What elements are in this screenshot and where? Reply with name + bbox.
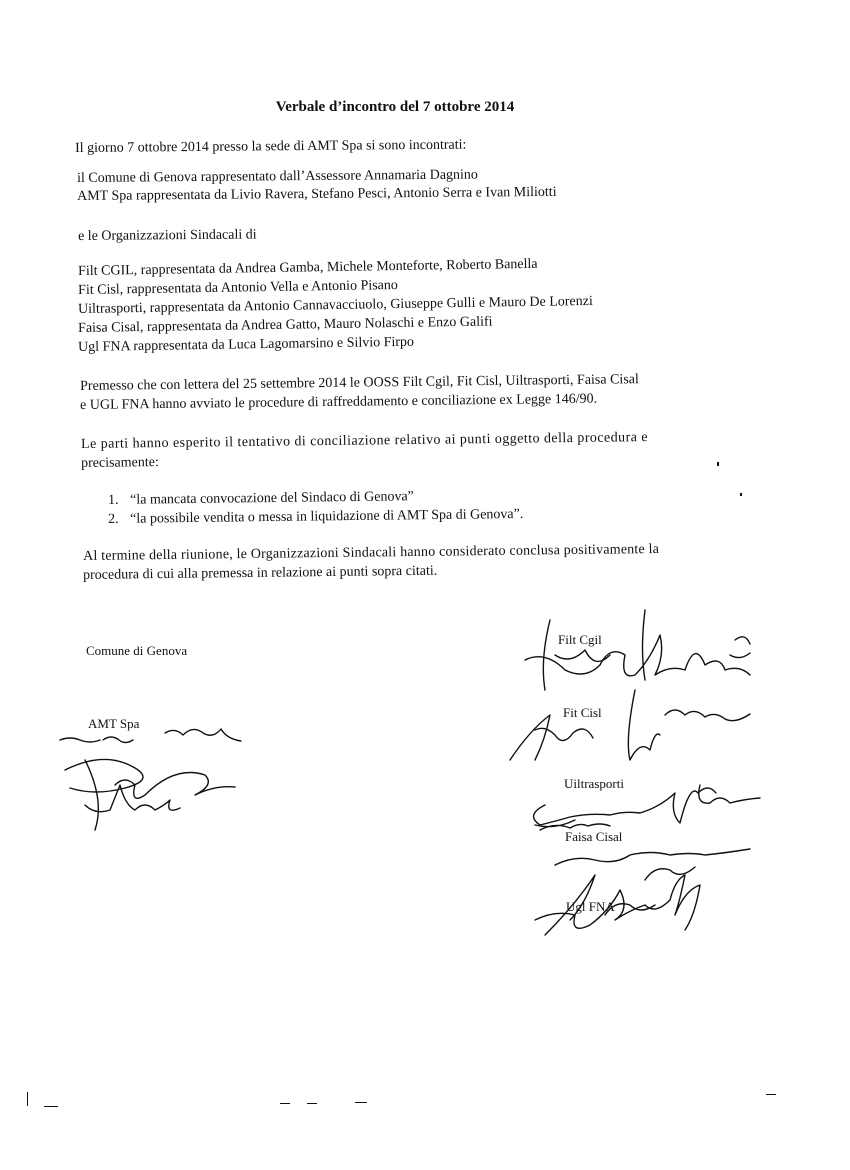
point-2-text: “la possibile vendita o messa in liquidazione di AMT Spa di Genova”. [129, 506, 524, 527]
signatory-ugl-fna-label: Ugl FNA [566, 899, 615, 914]
signatory-faisa-cisal-label: Faisa Cisal [565, 829, 623, 844]
point-1-number: 1. [108, 492, 119, 508]
scan-artifact [280, 1103, 290, 1104]
signatory-comune-label: Comune di Genova [86, 643, 188, 658]
point-1-text: “la mancata convocazione del Sindaco di Genova” [129, 489, 414, 508]
scan-artifact [766, 1094, 776, 1095]
union-fit-cisl: Fit Cisl, rappresentata da Antonio Vella e Antonio Pisano [78, 277, 398, 298]
amt-signature-image [55, 715, 295, 845]
union-signatures-image [505, 600, 775, 950]
party-comune: il Comune di Genova rappresentato dall’Assessore Annamaria Dagnino [77, 167, 478, 186]
signatory-uiltrasporti-label: Uiltrasporti [564, 776, 624, 791]
signatory-filt-cgil-label: Filt Cgil [558, 632, 602, 647]
union-uiltrasporti: Uiltrasporti, rappresentata da Antonio Cannavacciuolo, Giuseppe Gulli e Mauro De Lorenzi [78, 293, 593, 317]
document-title: Verbale d’incontro del 7 ottobre 2014 [275, 99, 515, 115]
premise-line-1: Premesso che con lettera del 25 settembre 2014 le OOSS Filt Cgil, Fit Cisl, Uiltrasporti, Faisa Cisal [80, 372, 639, 394]
scan-artifact [44, 1106, 58, 1107]
point-1 [108, 489, 414, 509]
point-2-number: 2. [108, 511, 119, 527]
signatory-amt-label: AMT Spa [88, 716, 140, 731]
scan-artifact [307, 1103, 317, 1104]
closing-line-2: procedura di cui alla premessa in relazione ai punti sopra citati. [83, 563, 438, 583]
signatory-fit-cisl-label: Fit Cisl [563, 705, 602, 720]
union-faisa-cisal: Faisa Cisal, rappresentata da Andrea Gatto, Mauro Nolaschi e Enzo Galifi [78, 314, 493, 336]
attempt-line-2: precisamente: [81, 455, 159, 471]
party-amt: AMT Spa rappresentata da Livio Ravera, Stefano Pesci, Antonio Serra e Ivan Miliotti [77, 184, 557, 204]
point-2 [108, 507, 523, 528]
closing-line-1: Al termine della riunione, le Organizzazioni Sindacali hanno considerato conclusa positivamente la [83, 541, 660, 564]
premise-line-2: e UGL FNA hanno avviato le procedure di raffreddamento e conciliazione ex Legge 146/90. [80, 391, 598, 413]
attempt-line-1: Le parti hanno esperito il tentativo di conciliazione relativo ai punti oggetto della procedura e [81, 430, 649, 452]
intro-text: Il giorno 7 ottobre 2014 presso la sede di AMT Spa si sono incontrati: [75, 137, 467, 156]
stray-mark [740, 493, 742, 496]
unions-intro: e le Organizzazioni Sindacali di [78, 227, 257, 244]
union-ugl-fna: Ugl FNA rappresentata da Luca Lagomarsino e Silvio Firpo [78, 334, 415, 355]
union-filt-cgil: Filt CGIL, rappresentata da Andrea Gamba, Michele Monteforte, Roberto Banella [78, 256, 538, 279]
scan-artifact [355, 1102, 367, 1103]
stray-mark [717, 462, 719, 466]
scan-artifact [27, 1092, 28, 1106]
